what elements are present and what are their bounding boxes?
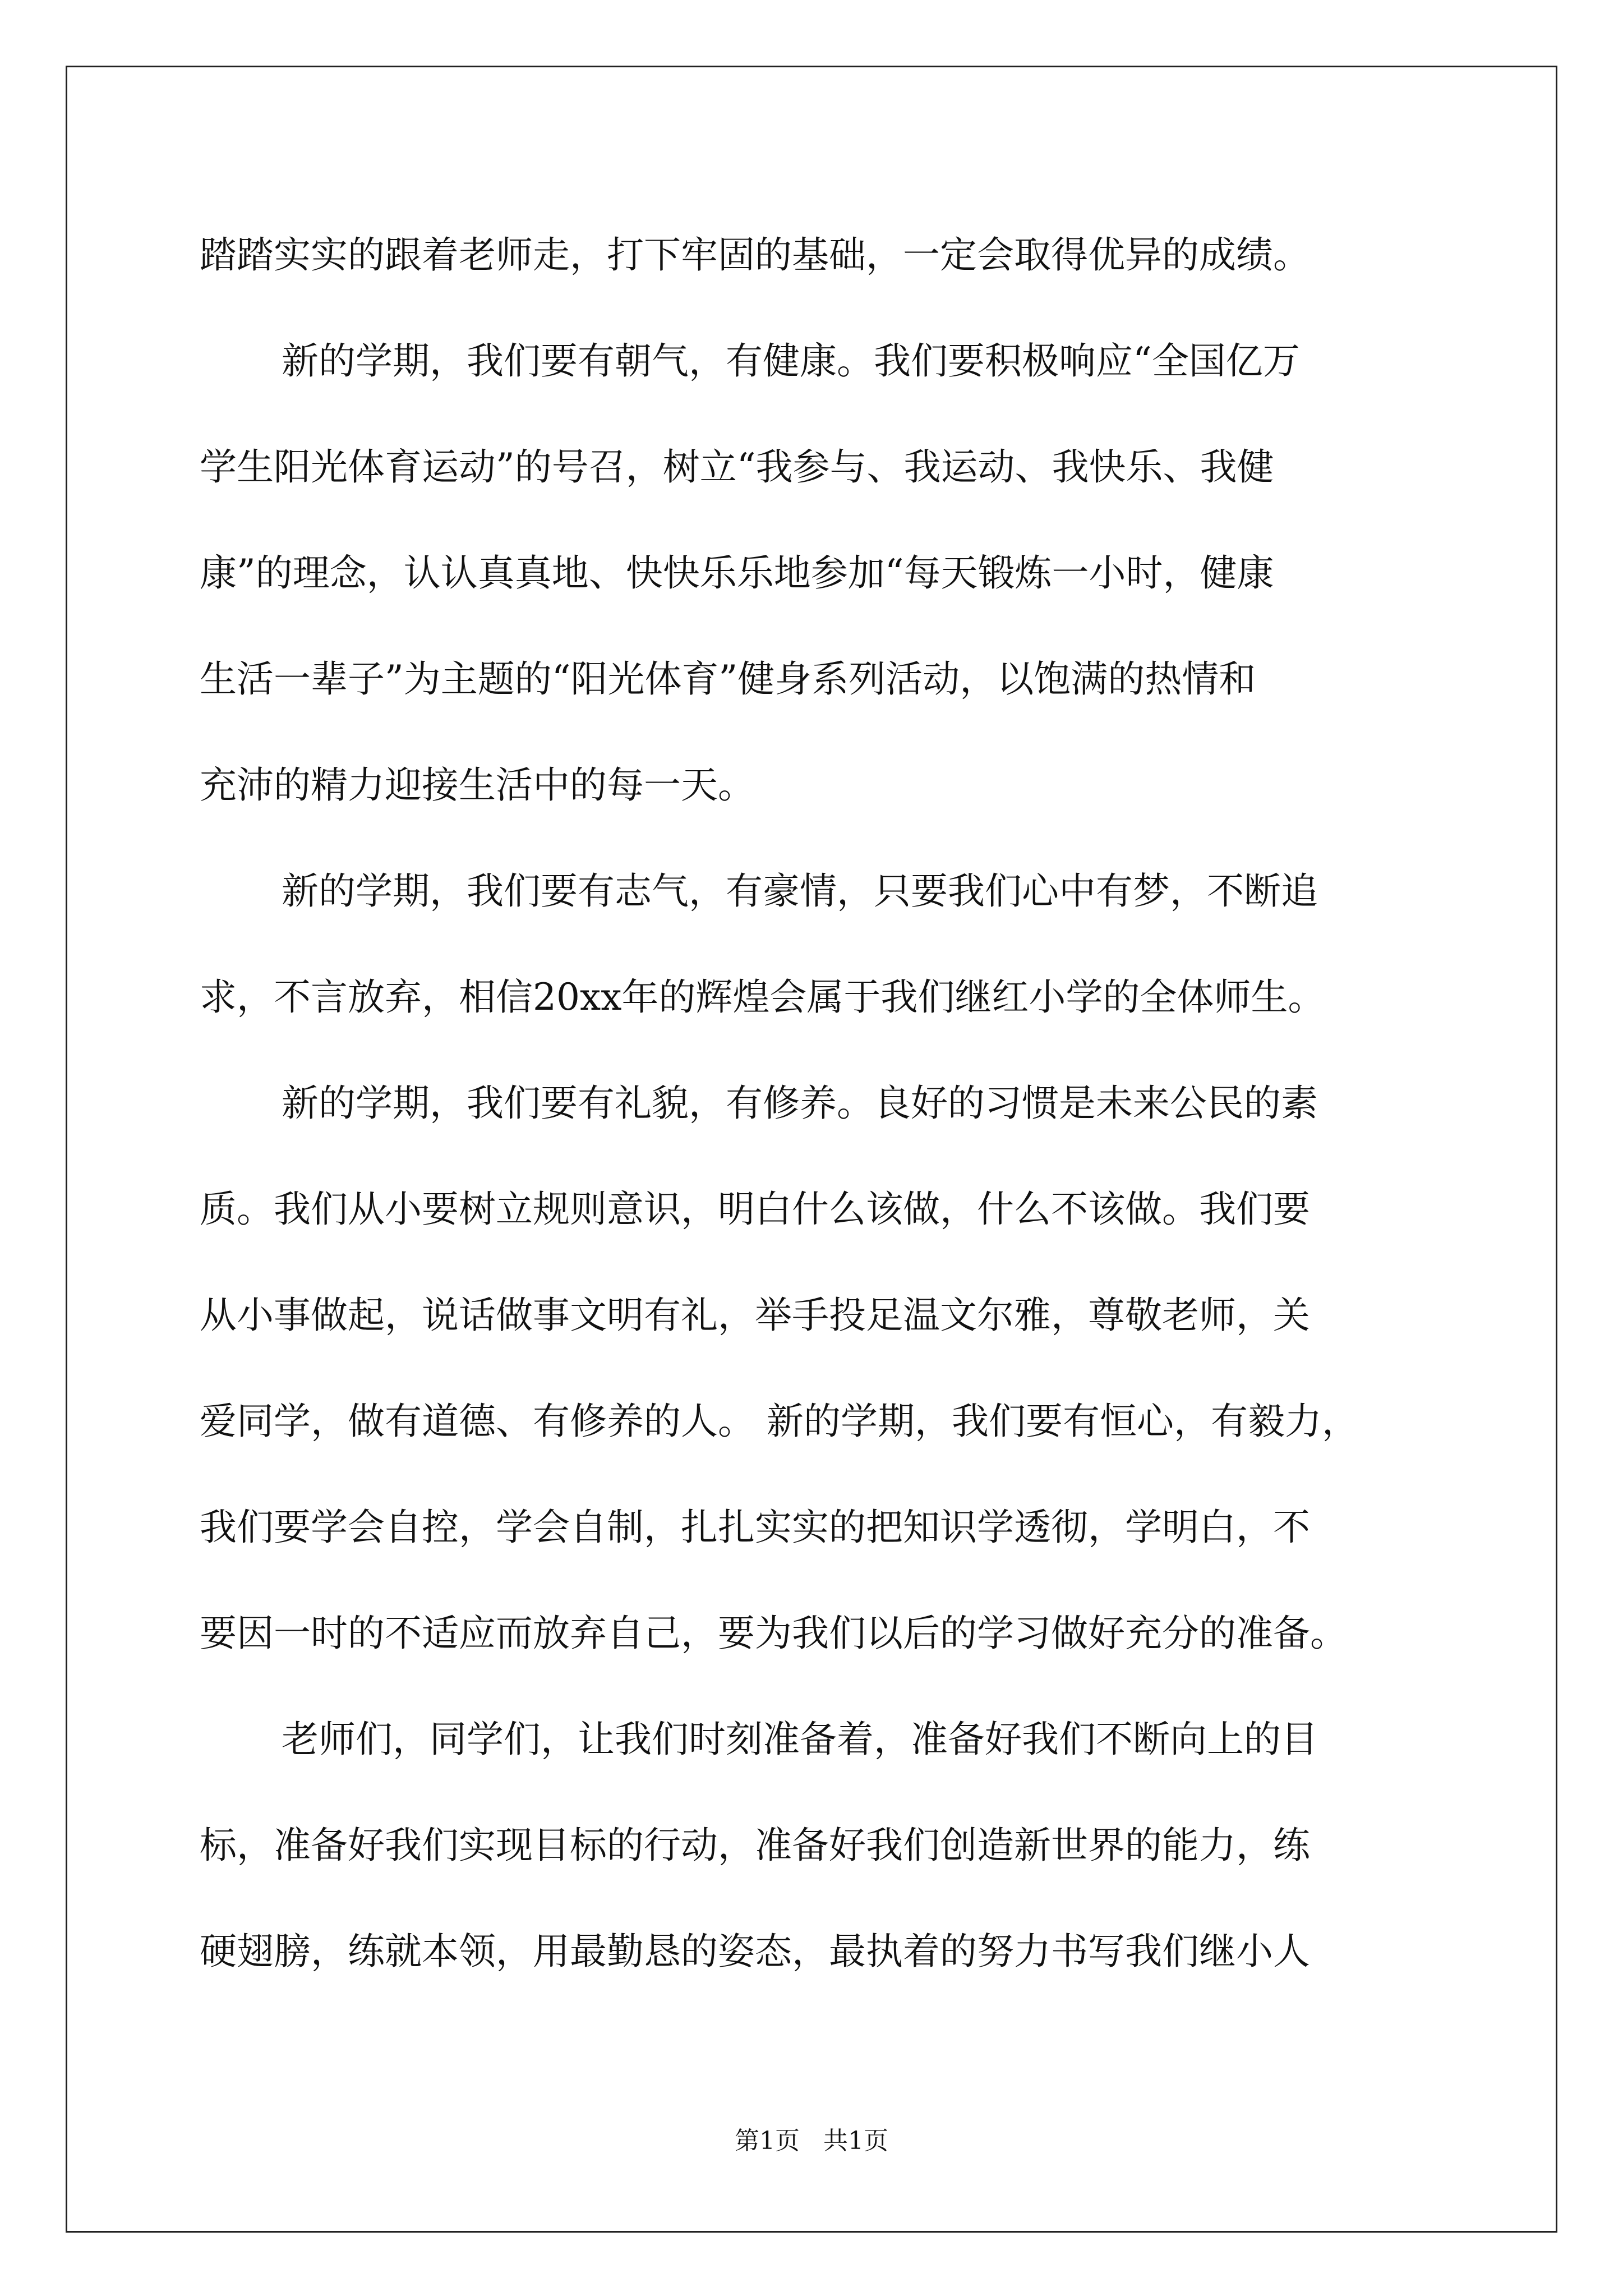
text-line: 老师们，同学们，让我们时刻准备着，准备好我们不断向上的目 bbox=[282, 1718, 1318, 1761]
text-line: 新的学期，我们要有志气，有豪情，只要我们心中有梦，不断追 bbox=[282, 869, 1318, 913]
document-body bbox=[200, 202, 1427, 2004]
text-line: 爱同学，做有道德、有修养的人。 新的学期，我们要有恒心，有毅力， bbox=[200, 1400, 1359, 1443]
text-line: 充沛的精力迎接生活中的每一天。 bbox=[200, 763, 755, 807]
text-line: 我们要学会自控，学会自制，扎扎实实的把知识学透彻，学明白，不 bbox=[200, 1506, 1310, 1549]
page-number-footer: 第1页 共1页 bbox=[735, 2127, 888, 2155]
text-line: 新的学期，我们要有礼貌，有修养。良好的习惯是未来公民的素 bbox=[282, 1082, 1318, 1125]
text-line: 学生阳光体育运动”的号召，树立“我参与、我运动、我快乐、我健 bbox=[200, 445, 1274, 489]
text-line: 质。我们从小要树立规则意识，明白什么该做，什么不该做。我们要 bbox=[200, 1188, 1310, 1231]
text-line: 标，准备好我们实现目标的行动，准备好我们创造新世界的能力，练 bbox=[200, 1824, 1310, 1867]
text-line: 康”的理念，认认真真地、快快乐乐地参加“每天锻炼一小时，健康 bbox=[200, 551, 1274, 595]
text-line: 要因一时的不适应而放弃自己，要为我们以后的学习做好充分的准备。 bbox=[200, 1612, 1347, 1655]
text-line: 硬翅膀，练就本领，用最勤恳的姿态，最执着的努力书写我们继小人 bbox=[200, 1930, 1310, 1973]
text-line: 从小事做起，说话做事文明有礼，举手投足温文尔雅，尊敬老师，关 bbox=[200, 1294, 1310, 1337]
text-line: 新的学期，我们要有朝气，有健康。我们要积极响应“全国亿万 bbox=[282, 339, 1300, 383]
text-line: 踏踏实实的跟着老师走，打下牢固的基础，一定会取得优异的成绩。 bbox=[200, 233, 1310, 277]
text-line: 求，不言放弃，相信20xx年的辉煌会属于我们继红小学的全体师生。 bbox=[200, 976, 1325, 1019]
text-line: 生活一辈子”为主题的“阳光体育”健身系列活动，以饱满的热情和 bbox=[200, 657, 1256, 701]
